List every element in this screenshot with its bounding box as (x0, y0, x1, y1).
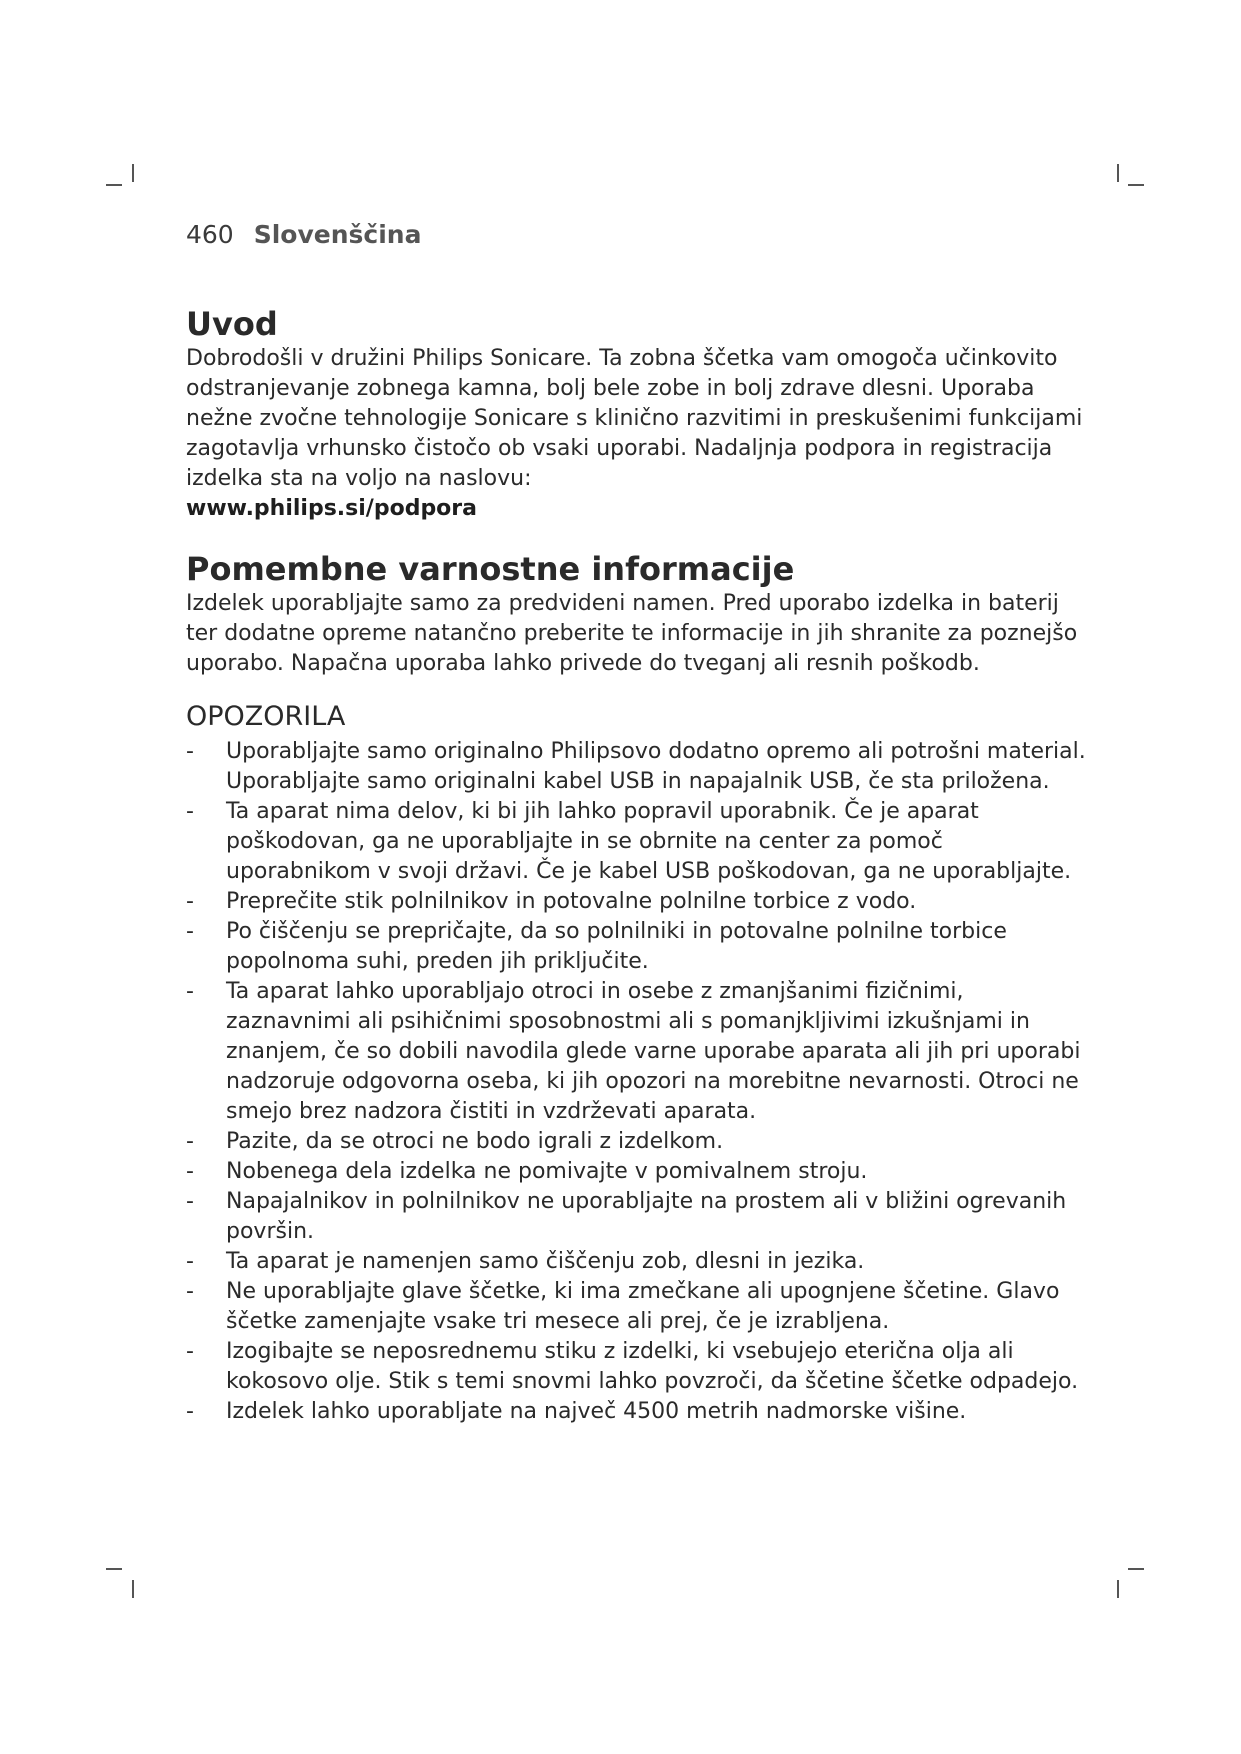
list-item-text: Ta aparat je namenjen samo čiščenju zob, dlesni in jezika. (226, 1249, 865, 1274)
safety-section (186, 549, 1086, 679)
crop-mark-top-left-h (106, 184, 122, 186)
bullet-dash: - (186, 979, 194, 1004)
list-item (186, 797, 1086, 887)
list-item-text: Preprečite stik polnilnikov in potovalne polnilne torbice z vodo. (226, 889, 917, 914)
crop-mark-top-left-v (132, 164, 134, 182)
warnings-heading: OPOZORILA (186, 701, 346, 732)
list-item-text: Napajalnikov in polnilnikov ne uporabljajte na prostem ali v bližini ogrevanih površin. (226, 1189, 1067, 1244)
intro-section (186, 304, 1086, 524)
list-item (186, 737, 1086, 797)
list-item (186, 1187, 1086, 1247)
crop-mark-bottom-left-h (106, 1568, 122, 1570)
list-item-text: Pazite, da se otroci ne bodo igrali z izdelkom. (226, 1129, 724, 1154)
crop-mark-bottom-right-h (1128, 1568, 1144, 1570)
bullet-dash: - (186, 1129, 194, 1154)
list-item-text: Izdelek lahko uporabljate na največ 4500 metrih nadmorske višine. (226, 1399, 967, 1424)
list-item (186, 1277, 1086, 1337)
language-label: Slovenščina (253, 220, 422, 249)
safety-heading: Pomembne varnostne informacije (186, 550, 795, 588)
list-item (186, 1337, 1086, 1397)
page-content (186, 218, 1086, 1427)
page-number: 460 (186, 220, 234, 249)
bullet-dash: - (186, 1159, 194, 1184)
bullet-dash: - (186, 1339, 194, 1364)
safety-paragraph: Izdelek uporabljajte samo za predvideni namen. Pred uporabo izdelka in baterij ter dodatne opreme natančno preberite te informacije in jih shranite za poznejšo uporabo. Napačna uporaba lahko privede do tveganj ali resnih poškodb. (186, 591, 1078, 676)
list-item (186, 1397, 1086, 1427)
crop-mark-bottom-left-v (132, 1580, 134, 1598)
list-item-text: Ta aparat lahko uporabljajo otroci in osebe z zmanjšanimi fizičnimi, zaznavnimi ali psihičnimi sposobnostmi ali s pomanjkljivimi izkušnjami in znanjem, če so dobili navodila glede varne uporabe aparata ali jih pri uporabi nadzoruje odgovorna oseba, ki jih opozori na morebitne nevarnosti. Otroci ne smejo brez nadzora čistiti in vzdrževati aparata. (226, 979, 1081, 1124)
bullet-dash: - (186, 799, 194, 824)
bullet-dash: - (186, 739, 194, 764)
list-item (186, 887, 1086, 917)
bullet-dash: - (186, 919, 194, 944)
bullet-dash: - (186, 1249, 194, 1274)
bullet-dash: - (186, 1279, 194, 1304)
list-item-text: Nobenega dela izdelka ne pomivajte v pomivalnem stroju. (226, 1159, 868, 1184)
running-head (186, 218, 1086, 252)
list-item-text: Po čiščenju se prepričajte, da so polnilniki in potovalne polnilne torbice popolnoma suhi, preden jih priključite. (226, 919, 1007, 974)
list-item-text: Izogibajte se neposrednemu stiku z izdelki, ki vsebujejo eterična olja ali kokosovo olje. Stik s temi snovmi lahko povzroči, da ščetine ščetke odpadejo. (226, 1339, 1079, 1394)
intro-heading: Uvod (186, 305, 278, 343)
list-item-text: Ne uporabljajte glave ščetke, ki ima zmečkane ali upognjene ščetine. Glavo ščetke zamenjajte vsake tri mesece ali prej, če je izrabljena. (226, 1279, 1060, 1334)
warnings-section (186, 699, 1086, 1427)
list-item (186, 977, 1086, 1127)
support-url-link[interactable]: www.philips.si/podpora (186, 496, 477, 521)
list-item-text: Ta aparat nima delov, ki bi jih lahko popravil uporabnik. Če je aparat poškodovan, ga ne uporabljajte in se obrnite na center za pomoč uporabnikom v svoji državi. Če je kabel USB poškodovan, ga ne uporabljajte. (226, 799, 1072, 884)
warnings-list (186, 737, 1086, 1427)
list-item (186, 1157, 1086, 1187)
bullet-dash: - (186, 1189, 194, 1214)
crop-mark-top-right-h (1128, 184, 1144, 186)
list-item-text: Uporabljajte samo originalno Philipsovo dodatno opremo ali potrošni material. Uporabljajte samo originalni kabel USB in napajalnik USB, če sta priložena. (226, 739, 1086, 794)
intro-paragraph: Dobrodošli v družini Philips Sonicare. Ta zobna ščetka vam omogoča učinkovito odstranjevanje zobnega kamna, bolj bele zobe in bolj zdrave dlesni. Uporaba nežne zvočne tehnologije Sonicare s klinično razvitimi in preskušenimi funkcijami zagotavlja vrhunsko čistočo ob vsaki uporabi. Nadaljnja podpora in registracija izdelka sta na voljo na naslovu: (186, 346, 1083, 491)
crop-mark-top-right-v (1117, 164, 1119, 182)
list-item (186, 1247, 1086, 1277)
bullet-dash: - (186, 1399, 194, 1424)
list-item (186, 1127, 1086, 1157)
bullet-dash: - (186, 889, 194, 914)
list-item (186, 917, 1086, 977)
crop-mark-bottom-right-v (1117, 1580, 1119, 1598)
